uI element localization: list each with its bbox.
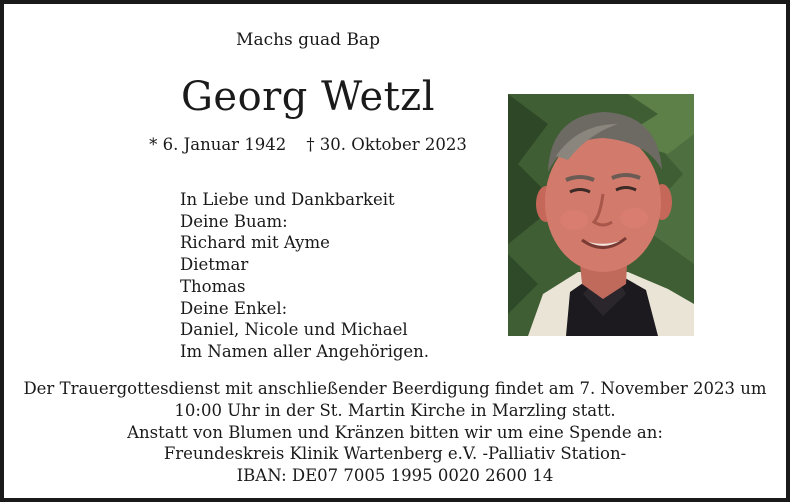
mourners-line: Richard mit Ayme bbox=[180, 233, 330, 253]
mourners-line: Im Namen aller Angehörigen. bbox=[180, 341, 430, 361]
mourners-line: In Liebe und Dankbarkeit bbox=[180, 190, 395, 209]
birth-date: * 6. Januar 1942 bbox=[149, 135, 287, 154]
service-info bbox=[4, 378, 786, 487]
service-line: Anstatt von Blumen und Kränzen bitten wir um eine Spende an: bbox=[127, 422, 663, 442]
service-line: Der Trauergottesdienst mit anschließender Beerdigung findet am 7. November 2023 um bbox=[23, 379, 767, 398]
portrait-photo bbox=[508, 94, 694, 336]
service-line: Freundeskreis Klinik Wartenberg e.V. -Palliativ Station- bbox=[163, 444, 627, 464]
portrait-illustration bbox=[508, 94, 694, 336]
mourners-line: Daniel, Nicole und Michael bbox=[180, 320, 408, 340]
deceased-name: Georg Wetzl bbox=[180, 74, 436, 120]
motto: Machs guad Bap bbox=[236, 30, 380, 50]
service-line: 10:00 Uhr in der St. Martin Kirche in Marzling statt. bbox=[174, 400, 616, 420]
death-date: † 30. Oktober 2023 bbox=[306, 135, 467, 154]
mourners-line: Deine Buam: bbox=[180, 211, 288, 231]
mourners-line: Deine Enkel: bbox=[180, 298, 288, 318]
service-line: IBAN: DE07 7005 1995 0020 2600 14 bbox=[236, 466, 554, 486]
mourners-line: Dietmar bbox=[180, 255, 249, 275]
mourners-line: Thomas bbox=[180, 276, 246, 296]
mourners-list bbox=[180, 189, 429, 363]
